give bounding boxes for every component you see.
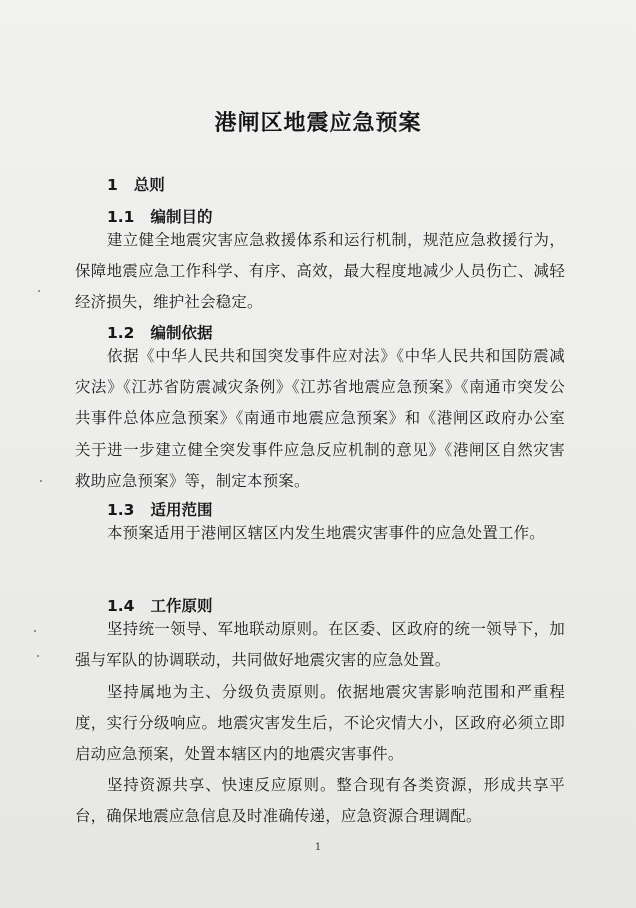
paragraph-principle-unified: 坚持统一领导、军地联动原则。在区委、区政府的统一领导下，加强与军队的协调联动，共同做好地震灾害的应急处置。 <box>75 620 565 670</box>
section-heading-1-3 <box>107 498 212 520</box>
scan-speck <box>40 480 42 482</box>
paragraph-principle-territorial: 坚持属地为主、分级负责原则。依据地震灾害影响范围和严重程度，实行分级响应。地震灾害发生后，不论灾情大小，区政府必须立即启动应急预案，处置本辖区内的地震灾害事件。 <box>75 683 565 764</box>
paragraph-scope: 本预案适用于港闸区辖区内发生地震灾害事件的应急处置工作。 <box>107 524 545 542</box>
section-title: 编制目的 <box>150 208 213 226</box>
scan-speck <box>38 290 40 292</box>
section-number: 1.3 <box>107 501 135 519</box>
section-heading-1 <box>107 173 165 195</box>
section-number: 1.1 <box>107 208 135 226</box>
paragraph-principle-sharing: 坚持资源共享、快速反应原则。整合现有各类资源，形成共享平台，确保地震应急信息及时准确传递，应急资源合理调配。 <box>75 776 565 826</box>
scan-speck <box>34 630 36 632</box>
paragraph-purpose: 建立健全地震灾害应急救援体系和运行机制，规范应急救援行为，保障地震应急工作科学、有序、高效，最大程度地减少人员伤亡、减轻经济损失，维护社会稳定。 <box>75 231 565 312</box>
section-title: 编制依据 <box>150 324 213 342</box>
section-heading-1-2 <box>107 321 212 343</box>
section-title: 工作原则 <box>150 597 213 615</box>
document-title: 港闸区地震应急预案 <box>214 111 422 136</box>
section-heading-1-1 <box>107 205 212 227</box>
section-heading-1-4 <box>107 594 212 616</box>
paragraph-basis: 依据《中华人民共和国突发事件应对法》《中华人民共和国防震减灾法》《江苏省防震减灾条例》《江苏省地震应急预案》《南通市突发公共事件总体应急预案》《南通市地震应急预案》和《港闸区政府办公室关于进一步建立健全突发事件应急反应机制的意见》《港闸区自然灾害救助应急预案》等，制定本预案。 <box>75 347 565 490</box>
page-number: 1 <box>314 842 322 853</box>
section-number: 1.2 <box>107 324 135 342</box>
section-number: 1.4 <box>107 597 135 615</box>
section-title: 适用范围 <box>150 501 213 519</box>
scan-speck <box>37 655 39 657</box>
section-title: 总则 <box>133 176 165 194</box>
section-number: 1 <box>107 176 118 194</box>
